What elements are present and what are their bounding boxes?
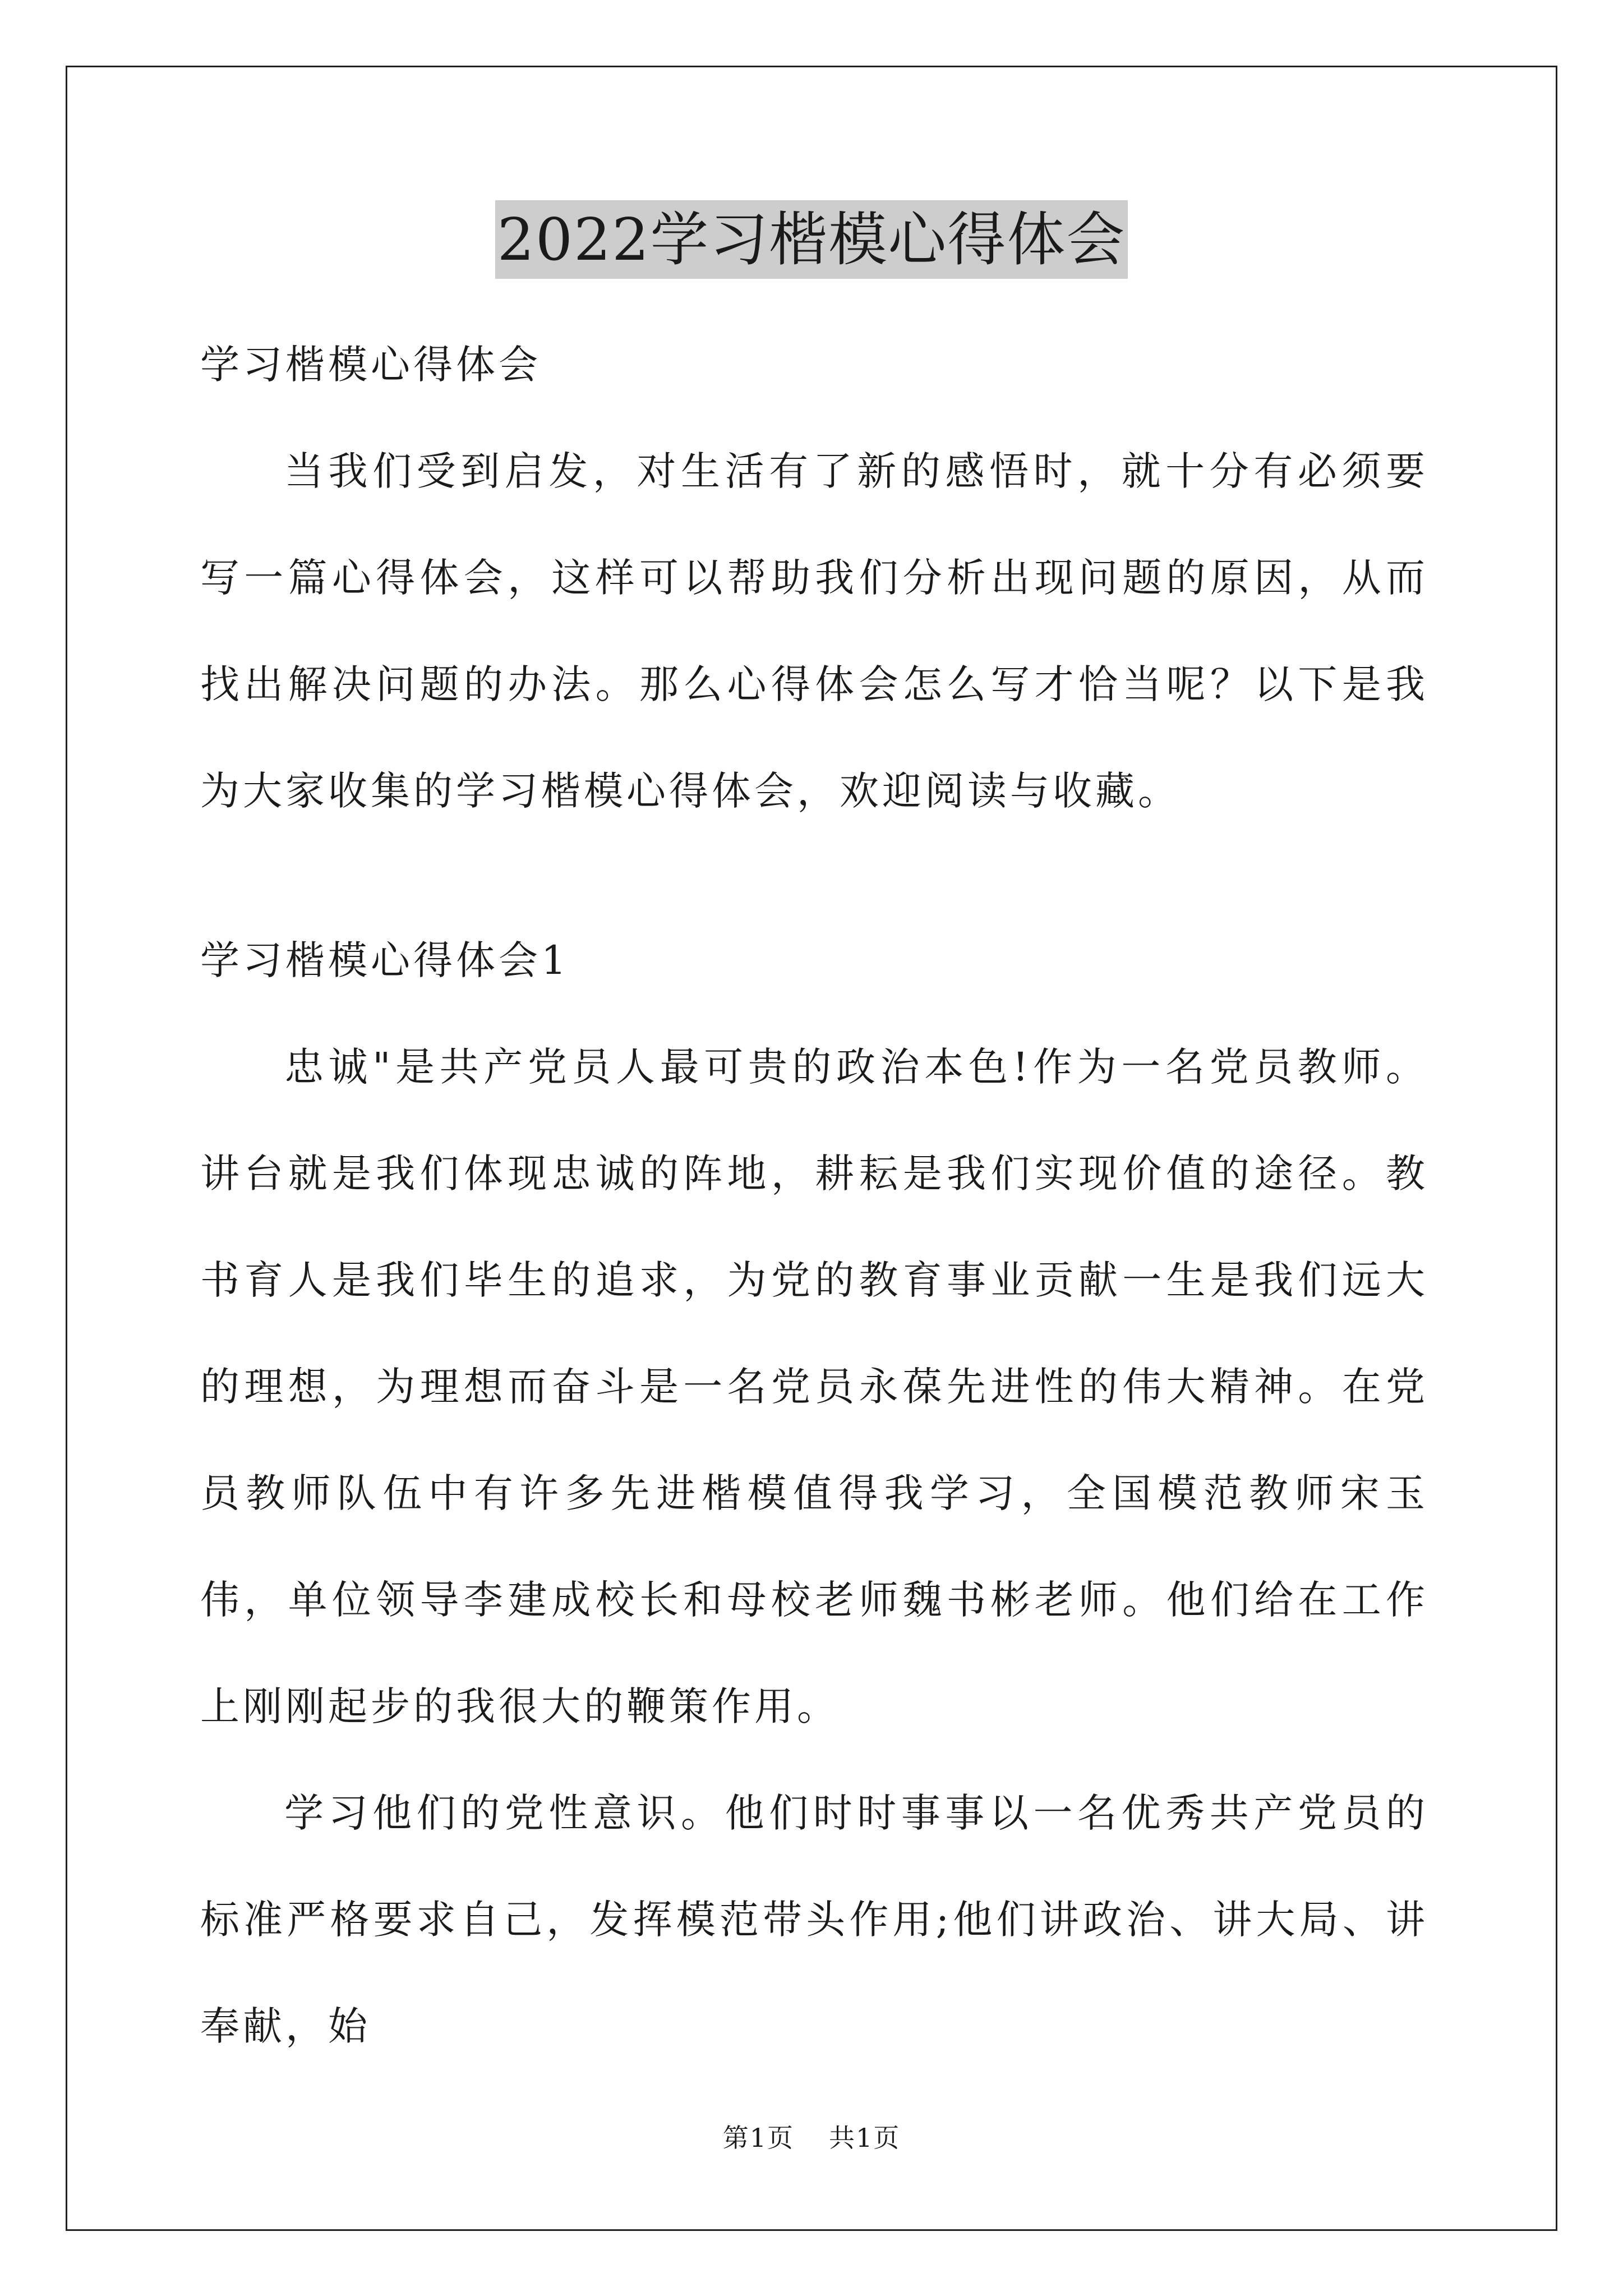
body-paragraph-2: 学习他们的党性意识。他们时时事事以一名优秀共产党员的标准严格要求自己，发挥模范带头作用;他们讲政治、讲大局、讲奉献，始 xyxy=(200,1790,1428,2049)
title-container xyxy=(0,200,1623,279)
section-heading: 学习楷模心得体会1 xyxy=(200,937,570,983)
page-number: 第1页 xyxy=(722,2123,794,2153)
intro-paragraph: 当我们受到启发，对生活有了新的感悟时，就十分有必须要写一篇心得体会，这样可以帮助我们分析出现问题的原因，从而找出解决问题的办法。那么心得体会怎么写才恰当呢？以下是我为大家收集的学习楷模心得体会，欢迎阅读与收藏。 xyxy=(200,448,1428,814)
intro-heading: 学习楷模心得体会 xyxy=(200,342,541,388)
body-paragraph-1: 忠诚"是共产党员人最可贵的政治本色!作为一名党员教师。讲台就是我们体现忠诚的阵地，耕耘是我们实现价值的途径。教书育人是我们毕生的追求，为党的教育事业贡献一生是我们远大的理想，为理想而奋斗是一名党员永葆先进性的伟大精神。在党员教师队伍中有许多先进楷模值得我学习，全国模范教师宋玉伟，单位领导李建成校长和母校老师魏书彬老师。他们给在工作上刚刚起步的我很大的鞭策作用。 xyxy=(200,1044,1428,1729)
document-title: 2022学习楷模心得体会 xyxy=(495,200,1128,279)
page-footer xyxy=(0,2118,1623,2155)
document-body xyxy=(200,311,1428,2079)
page-total: 共1页 xyxy=(829,2123,901,2153)
